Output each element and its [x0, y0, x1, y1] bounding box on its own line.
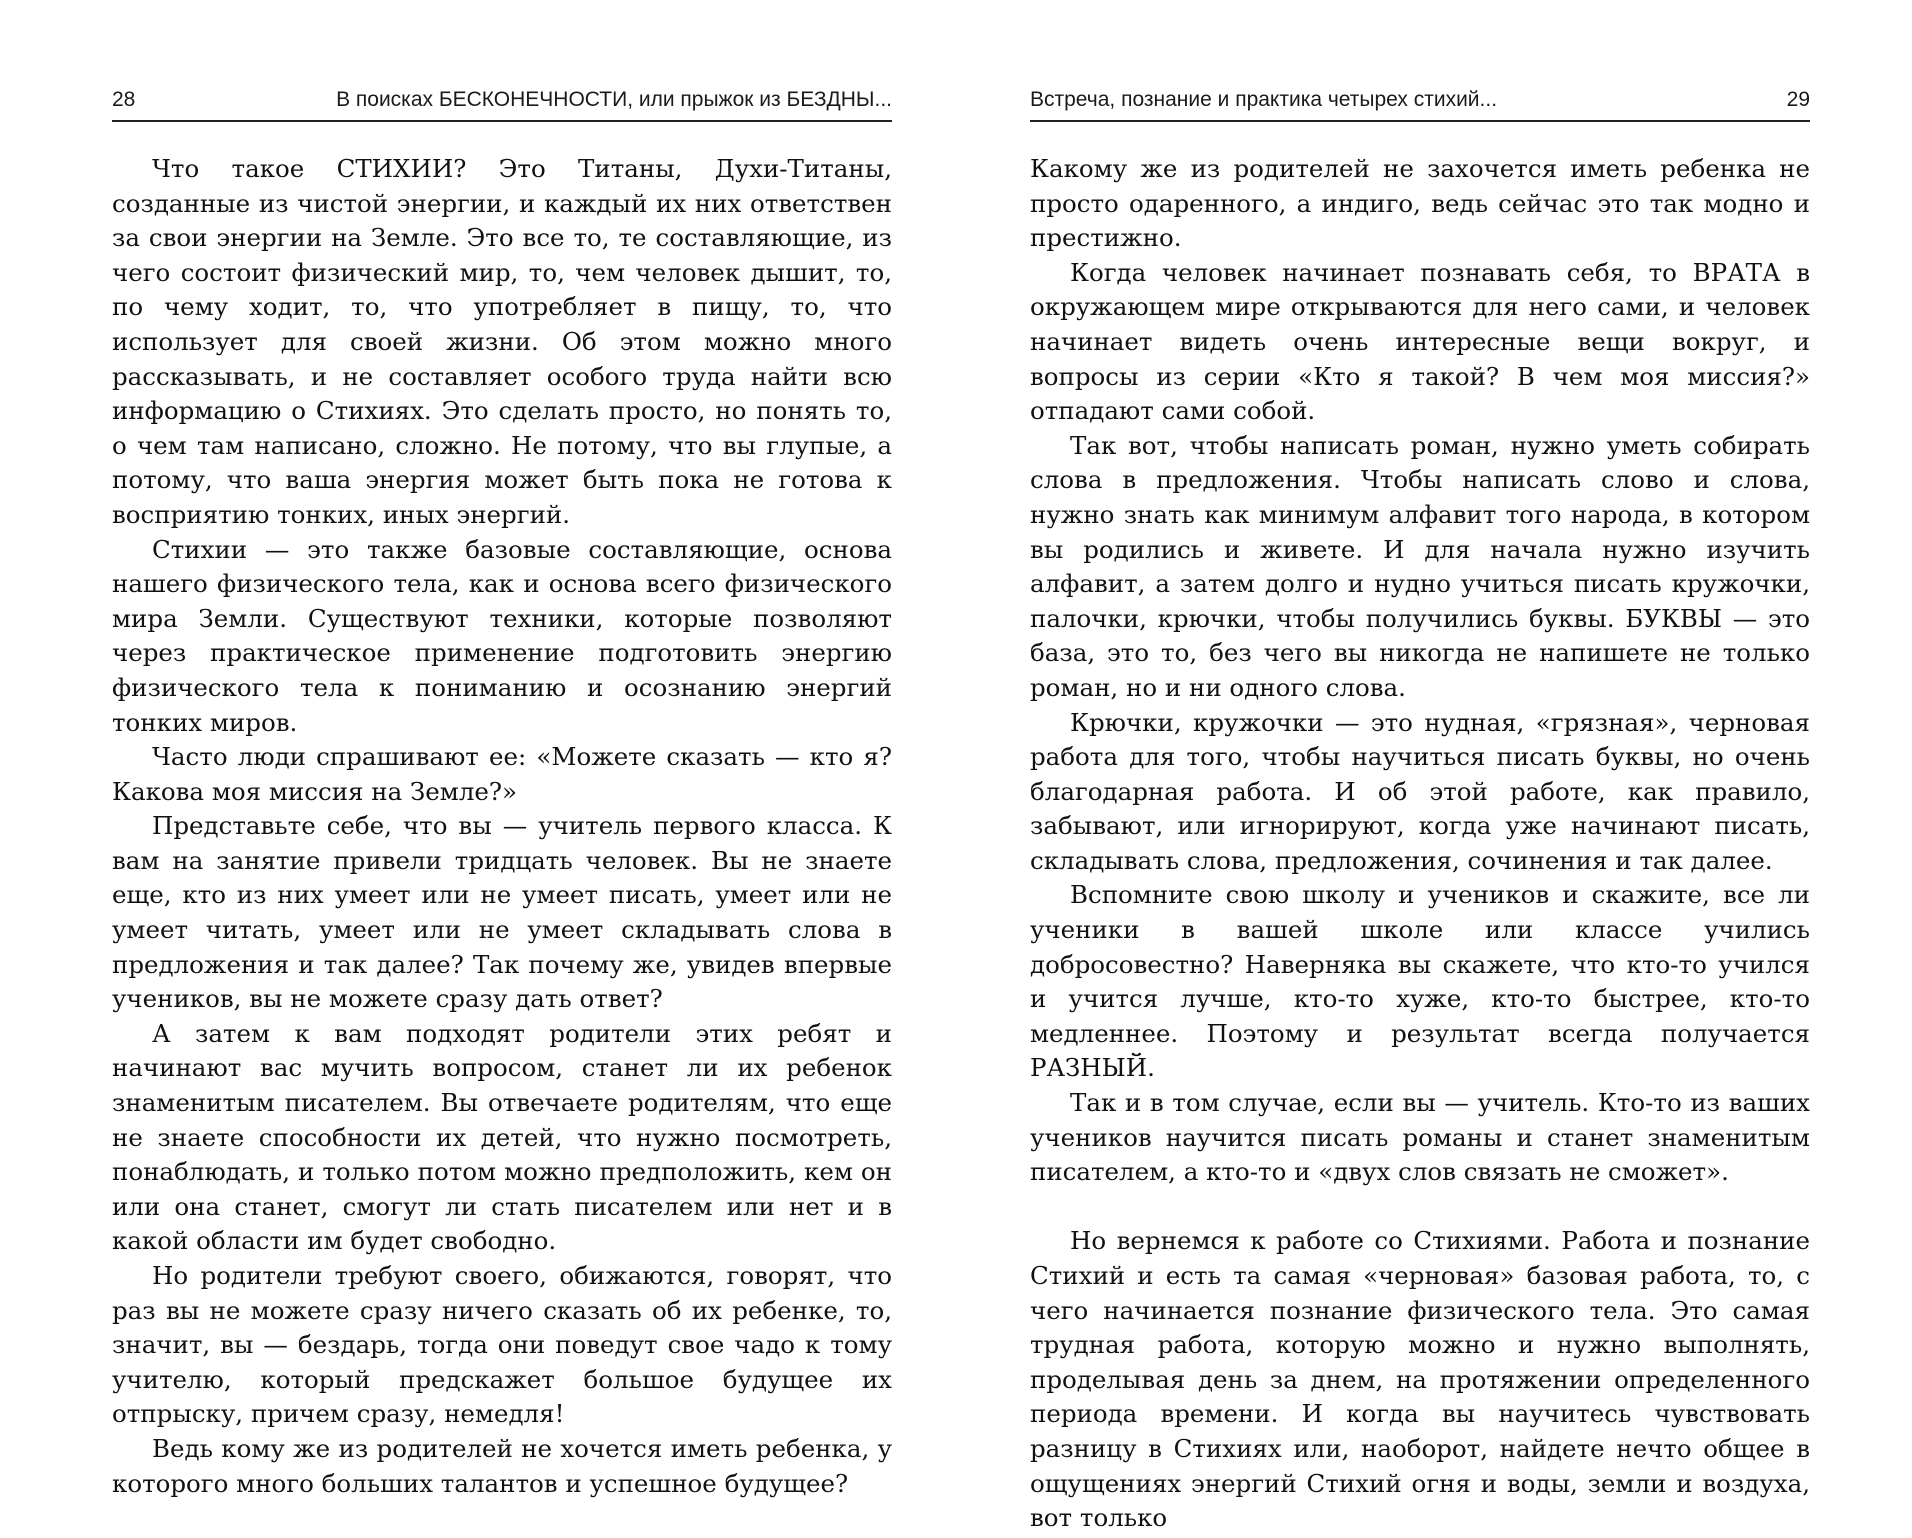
running-title: Встреча, познание и практика четырех стихий...: [1030, 88, 1498, 111]
page-number: 29: [1786, 88, 1810, 111]
paragraph: А затем к вам подходят родители этих ребят и начинают вас мучить вопросом, станет ли их ребенок знаменитым писателем. Вы отвечаете родителям, что еще не знаете способности их детей, что нужно посмотреть, понаблюдать, и только потом можно предположить, кем он или она станет, смогут ли стать писателем или нет и в какой области им будет свободно.: [112, 1018, 892, 1256]
paragraph: Ведь кому же из родителей не хочется иметь ребенка, у которого много больших талантов и успешное будущее?: [112, 1433, 892, 1498]
paragraph: Так и в том случае, если вы — учитель. Кто-то из ваших учеников научится писать романы и станет знаменитым писателем, а кто-то и «двух слов связать не сможет».: [1030, 1088, 1810, 1187]
paragraph: Когда человек начинает познавать себя, то ВРАТА в окружающем мире открываются для него сами, и человек начинает видеть очень интересные вещи вокруг, и вопросы из серии «Кто я такой? В чем моя миссия?» отпадают сами собой.: [1030, 257, 1810, 426]
left-page: [112, 80, 892, 1500]
running-head-left: [112, 80, 892, 122]
paragraph: Какому же из родителей не захочется иметь ребенка не просто одаренного, а индиго, ведь сейчас это так модно и престижно.: [1030, 154, 1810, 253]
page-body: [112, 152, 892, 1501]
paragraph: Но родители требуют своего, обижаются, говорят, что раз вы не можете сразу ничего сказать об их ребенке, то, значит, вы — бездарь, тогда они поведут свое чадо к тому учителю, который предскажет большое будущее их отпрыску, причем сразу, немедля!: [112, 1261, 892, 1429]
right-page: [1030, 80, 1810, 1533]
paragraph: Представьте себе, что вы — учитель первого класса. К вам на занятие привели тридцать человек. Вы не знаете еще, кто из них умеет или не умеет писать, умеет или не умеет читать, умеет или не умеет складывать слова в предложения и так далее? Так почему же, увидев впервые учеников, вы не можете сразу дать ответ?: [112, 811, 892, 1014]
paragraph: Но вернемся к работе со Стихиями. Работа и познание Стихий и есть та самая «черновая» базовая работа, то, с чего начинается познание физического тела. Это самая трудная работа, которую можно и нужно выполнять, проделывая день за днем, на протяжении определенного периода времени. И когда вы научитесь чувствовать разницу в Стихиях или, наоборот, найдете нечто общее в ощущениях энергий Стихий огня и воды, земли и воздуха, вот только: [1030, 1226, 1810, 1533]
paragraph: Стихии — это также базовые составляющие, основа нашего физического тела, как и основа всего физического мира Земли. Существуют техники, которые позволяют через практическое применение подготовить энергию физического тела к пониманию и осознанию энергий тонких миров.: [112, 534, 892, 737]
paragraph: Часто люди спрашивают ее: «Можете сказать — кто я? Какова моя миссия на Земле?»: [112, 742, 892, 806]
page-number: 28: [112, 88, 136, 111]
running-title: В поисках БЕСКОНЕЧНОСТИ, или прыжок из БЕЗДНЫ...: [336, 88, 892, 111]
paragraph: Так вот, чтобы написать роман, нужно уметь собирать слова в предложения. Чтобы написать слово и слова, нужно знать как минимум алфавит того народа, в котором вы родились и живете. И для начала нужно изучить алфавит, а затем долго и нудно учиться писать кружочки, палочки, крючки, чтобы получились буквы. БУКВЫ — это база, это то, без чего вы никогда не напишете не только роман, но и ни одного слова.: [1030, 430, 1810, 702]
paragraph: Что такое СТИХИИ? Это Титаны, Духи-Титаны, созданные из чистой энергии, и каждый их них ответствен за свои энергии на Земле. Это все то, те составляющие, из чего состоит физический мир, то, чем человек дышит, то, по чему ходит, то, что употребляет в пищу, то, что использует для своей жизни. Об этом можно много рассказывать, и не составляет особого труда найти всю информацию о Стихиях. Это сделать просто, но понять то, о чем там написано, сложно. Не потому, что вы глупые, а потому, что ваша энергия может быть пока не готова к восприятию тонких, иных энергий.: [112, 154, 892, 529]
page-body: [1030, 152, 1810, 1536]
running-head-right: [1030, 80, 1810, 122]
paragraph: Вспомните свою школу и учеников и скажите, все ли ученики в вашей школе или классе учились добросовестно? Наверняка вы скажете, что кто-то учился и учится лучше, кто-то хуже, кто-то быстрее, кто-то медленнее. Поэтому и результат всегда получается РАЗНЫЙ.: [1030, 880, 1810, 1083]
paragraph: Крючки, кружочки — это нудная, «грязная», черновая работа для того, чтобы научиться писать буквы, но очень благодарная работа. И об этой работе, как правило, забывают, или игнорируют, когда уже начинают писать, складывать слова, предложения, сочинения и так далее.: [1030, 707, 1810, 875]
